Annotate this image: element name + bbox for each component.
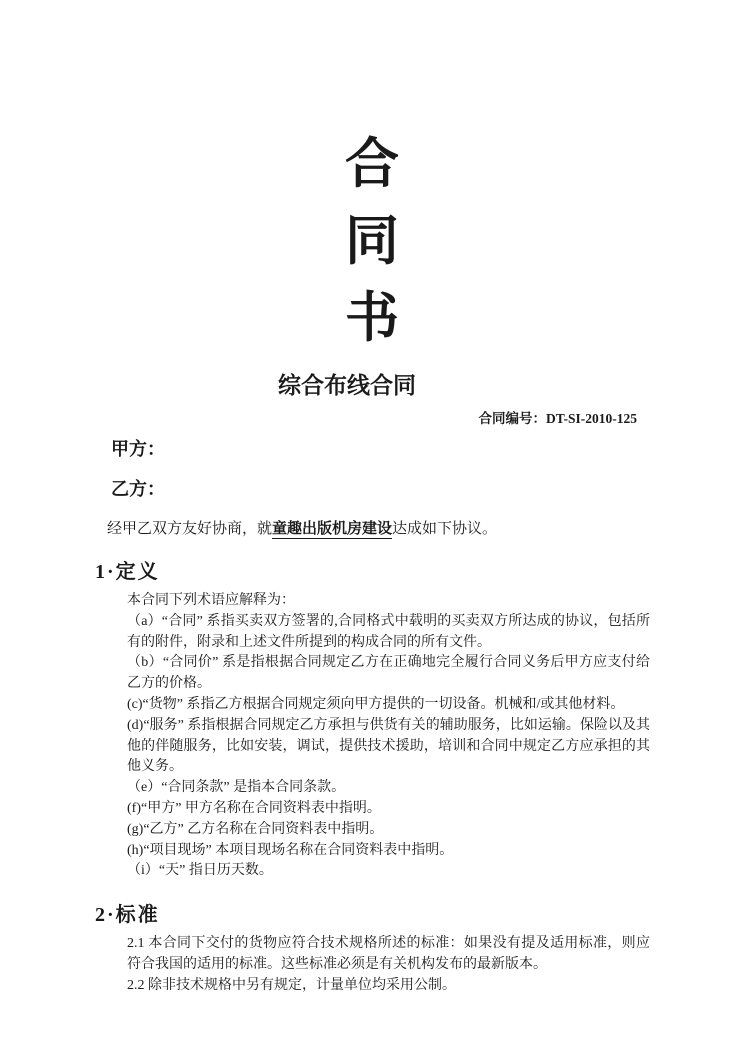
- contract-number-label: 合同编号：: [478, 411, 546, 426]
- definitions-lead: 本合同下列术语应解释为：: [127, 593, 295, 608]
- party-b-label: 乙方：: [111, 479, 165, 499]
- intro-text-after: 达成如下协议。: [392, 521, 498, 537]
- project-name: 童趣出版机房建设: [272, 521, 393, 537]
- definition-item-g: (g)“乙方” 乙方名称在合同资料表中指明。: [127, 821, 384, 837]
- section-2-heading: 2·标准: [95, 904, 160, 927]
- intro-text-before: 经甲乙双方友好协商，就: [107, 521, 273, 537]
- section-1-body: [127, 591, 650, 882]
- standards-item-2-2: 2.2 除非技术规格中另有规定，计量单位均采用公制。: [127, 977, 456, 993]
- section-2-body: [127, 934, 650, 996]
- party-a-label: 甲方：: [111, 439, 165, 459]
- section-1-heading: 1·定义: [95, 561, 160, 583]
- definition-item-h: (h)“项目现场” 本项目现场名称在合同资料表中指明。: [127, 842, 454, 858]
- definition-item-f: (f)“甲方” 甲方名称在合同资料表中指明。: [127, 800, 381, 816]
- contract-number-value: DT-SI-2010-125: [545, 411, 637, 426]
- definition-item-c: (c)“货物” 系指乙方根据合同规定须向甲方提供的一切设备。机械和/或其他材料。: [127, 696, 625, 712]
- definition-item-b: （b）“合同价” 系是指根据合同规定乙方在正确地完全履行合同义务后甲方应支付给乙方的价格。: [127, 655, 650, 692]
- document-title: [0, 126, 744, 357]
- intro-paragraph: [107, 519, 649, 539]
- definition-item-a: （a）“合同” 系指买卖双方签署的,合同格式中载明的买卖双方所达成的协议，包括所有的附件，附录和上述文件所提到的构成合同的所有文件。: [127, 613, 650, 650]
- document-subtitle: 综合布线合同: [278, 373, 416, 398]
- title-char-3: 书: [345, 288, 399, 348]
- title-char-1: 合: [345, 134, 399, 194]
- title-char-2: 同: [345, 211, 399, 271]
- definition-item-d: (d)“服务” 系指根据合同规定乙方承担与供货有关的辅助服务，比如运输。保险以及其他的伴随服务，比如安装，调试，提供技术援助，培训和合同中规定乙方应承担的其他义务。: [127, 717, 650, 775]
- definition-item-i: （i）“天” 指日历天数。: [127, 863, 273, 879]
- contract-number: [0, 407, 637, 427]
- definition-item-e: （e）“合同条款” 是指本合同条款。: [127, 780, 346, 796]
- standards-item-2-1: 2.1 本合同下交付的货物应符合技术规格所述的标准：如果没有提及适用标准，则应符合我国的适用的标准。这些标准必须是有关机构发布的最新版本。: [127, 936, 650, 972]
